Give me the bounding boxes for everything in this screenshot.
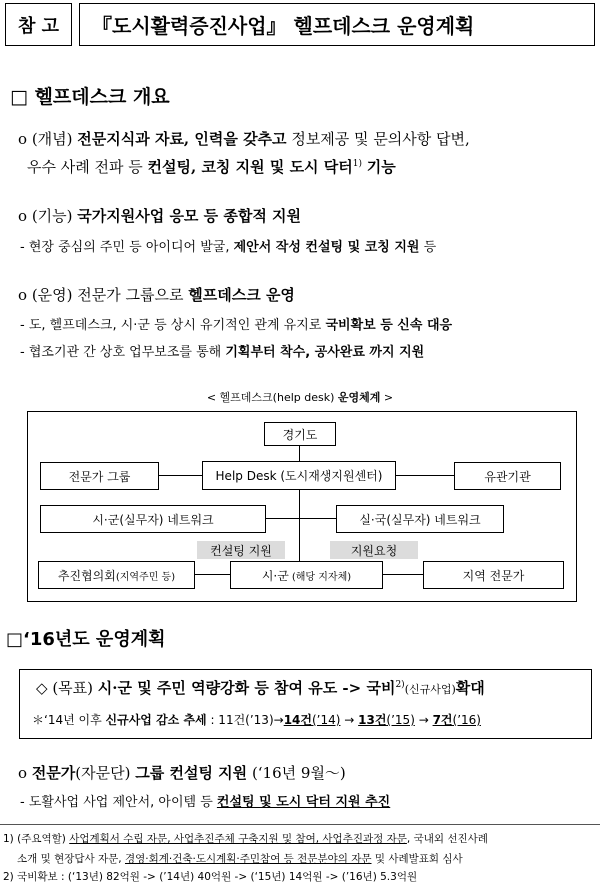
footnote-2: 2) 국비확보 : (‘13년) 82억원 -> (’14년) 40억원 -> (‘15년) 14억원 -> (’16년) 5.3억원 — [3, 871, 418, 883]
paragraph-function: o (기능) 국가지원사업 응모 등 종합적 지원 — [18, 207, 302, 225]
header-tag-box — [5, 3, 72, 46]
paragraph-expert-consulting: o 전문가(자문단) 그룹 컨설팅 지원 (‘16년 9월～) — [18, 764, 346, 782]
paragraph-expert-consulting-detail: - 도활사업 사업 제안서, 아이템 등 컨설팅 및 도시 닥터 지원 추진 — [20, 795, 391, 810]
node-related-agency: 유관기관 — [454, 462, 561, 490]
connector-line — [266, 518, 336, 519]
section-heading-plan: □‘16년도 운영계획 — [6, 629, 166, 650]
node-gyeonggi: 경기도 — [264, 422, 336, 446]
connector-line — [383, 574, 423, 575]
connector-line — [195, 574, 231, 575]
header-title-box — [79, 3, 595, 46]
node-expert-group: 전문가 그룹 — [40, 462, 159, 490]
paragraph-concept-line2: 우수 사례 전파 등 컨설팅, 코칭 지원 및 도시 닥터$^{1)}$ 기능 — [27, 158, 396, 176]
connector-line — [299, 489, 300, 562]
connector-line — [395, 475, 454, 476]
node-local-expert: 지역 전문가 — [423, 561, 564, 589]
node-sigun: 시·군 (해당 지자체) — [230, 561, 383, 589]
header-title: 『도시활력증진사업』 헬프데스크 운영계획 — [92, 14, 475, 38]
footnote-1-line2: 소개 및 현장답사 자문, 경영·회계·건축·도시계획·주민참여 등 전문분야의 자문 및 사례발표회 심사 — [17, 853, 463, 865]
support-request-label: 지원요청 — [330, 541, 418, 559]
consulting-support-label: 컨설팅 지원 — [197, 541, 285, 559]
paragraph-operation-detail-2: - 협조기관 간 상호 업무보조를 통해 기획부터 착수, 공사완료 까지 지원 — [20, 345, 425, 360]
paragraph-operation-detail-1: - 도, 헬프데스크, 시·군 등 상시 유기적인 관계 유지로 국비확보 등 신속 대응 — [20, 318, 453, 333]
goal-line: ◇ (목표) 시·군 및 주민 역량강화 등 참여 유도 -> 국비$^{2)}$(신규사업)확대 — [36, 679, 485, 697]
paragraph-concept: o (개념) 전문지식과 자료, 인력을 갖추고 정보제공 및 문의사항 답변, — [18, 130, 470, 148]
trend-note: ＊‘14년 이후 신규사업 감소 추세 : 11건(’13)→14건(’14) → 13건(’15) → 7건(’16) — [32, 713, 481, 727]
node-silguk-network: 실·국(실무자) 네트워크 — [336, 505, 504, 533]
node-helpdesk: Help Desk (도시재생지원센터) — [202, 461, 396, 490]
section-heading-overview: □ 헬프데스크 개요 — [10, 86, 170, 108]
diagram-caption: < 헬프데스크(help desk) 운영체계 > — [206, 391, 394, 404]
paragraph-operation: o (운영) 전문가 그룹으로 헬프데스크 운영 — [18, 286, 295, 304]
node-council: 추진협의회 (지역주민 등) — [38, 561, 195, 589]
header-tag: 참 고 — [17, 15, 60, 37]
connector-line — [159, 475, 203, 476]
node-sigun-network: 시·군(실무자) 네트워크 — [40, 505, 266, 533]
footnote-divider — [0, 824, 600, 825]
paragraph-function-detail: - 현장 중심의 주민 등 아이디어 발굴, 제안서 작성 컨설팅 및 코칭 지원 등 — [20, 240, 437, 255]
footnote-1: 1) (주요역할) 사업계획서 수립 자문, 사업추진주체 구축지원 및 참여, 사업추진과정 자문, 국내외 선진사례 — [3, 833, 488, 845]
